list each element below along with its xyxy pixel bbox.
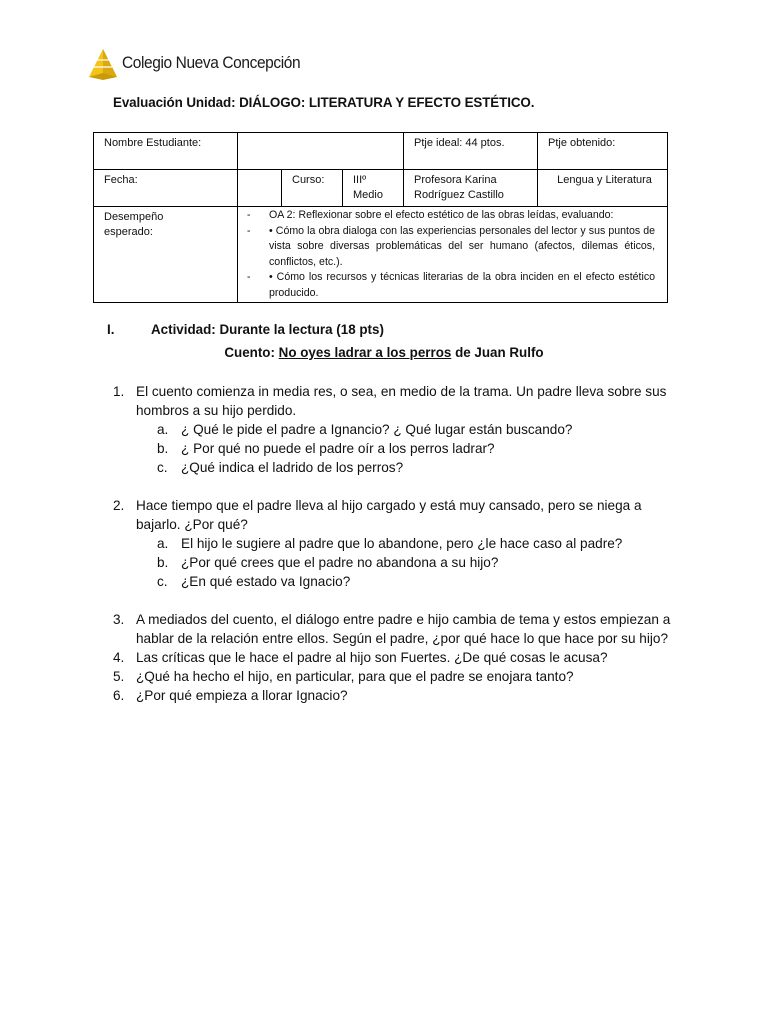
question-text: A mediados del cuento, el diálogo entre padre e hijo cambia de tema y estos empiezan a hablar de la relación entre ellos. Según el padre, ¿por qué hace lo que hace por su hijo? [136, 612, 671, 646]
question-text: Hace tiempo que el padre lleva al hijo cargado y está muy cansado, pero se niega a bajarlo. ¿Por qué? [136, 498, 642, 532]
subquestion-letter: a. [157, 422, 169, 437]
course-value [343, 170, 404, 207]
performance-label [94, 207, 238, 303]
course-value-line-1: IIIº [353, 174, 367, 186]
question-text: El cuento comienza in media res, o sea, en medio de la trama. Un padre lleva sobre sus hombros a su hijo perdido. [136, 384, 667, 418]
question-3 [113, 610, 679, 648]
pyramid-logo-icon [86, 47, 120, 81]
question-1 [113, 382, 679, 420]
story-author: de Juan Rulfo [451, 345, 544, 360]
subject: Lengua y Literatura [538, 170, 668, 207]
performance-description [238, 207, 668, 303]
story-prefix: Cuento: [224, 345, 279, 360]
question-number: 6. [113, 688, 125, 703]
question-text: ¿Por qué empieza a llorar Ignacio? [136, 688, 348, 703]
question-6 [113, 686, 679, 705]
question-text: ¿Qué ha hecho el hijo, en particular, para que el padre se enojara tanto? [136, 669, 574, 684]
question-number: 5. [113, 669, 125, 684]
course-label: Curso: [282, 170, 343, 207]
question-2a [113, 534, 679, 553]
student-name-field[interactable] [238, 133, 404, 170]
subquestion-letter: b. [157, 555, 169, 570]
teacher-line-2: Rodríguez Castillo [414, 189, 504, 201]
subquestion-text: ¿Por qué crees que el padre no abandona a su hijo? [181, 555, 499, 570]
subquestion-letter: c. [157, 574, 168, 589]
question-4 [113, 648, 679, 667]
question-1a [113, 420, 679, 439]
question-text: Las críticas que le hace el padre al hijo son Fuertes. ¿De qué cosas le acusa? [136, 650, 608, 665]
subquestion-letter: c. [157, 460, 168, 475]
course-value-line-2: Medio [353, 189, 383, 201]
obtained-score: Ptje obtenido: [538, 133, 668, 170]
story-title: No oyes ladrar a los perros [278, 345, 452, 360]
student-name-label: Nombre Estudiante: [94, 133, 238, 170]
subquestion-text: ¿Qué indica el ladrido de los perros? [181, 460, 404, 475]
section-number: I. [107, 322, 115, 337]
performance-item: - • Cómo los recursos y técnicas literarias de la obra inciden en el efecto estético producido. [244, 270, 655, 301]
subquestion-text: ¿ Por qué no puede el padre oír a los perros ladrar? [181, 441, 495, 456]
question-1b [113, 439, 679, 458]
performance-label-line-1: Desempeño [104, 211, 164, 223]
section-heading [107, 322, 384, 337]
teacher-line-1: Profesora Karina [414, 174, 497, 186]
subquestion-text: El hijo le sugiere al padre que lo abandone, pero ¿le hace caso al padre? [181, 536, 623, 551]
question-2 [113, 496, 679, 534]
student-info-table [93, 132, 668, 303]
question-number: 4. [113, 650, 125, 665]
subquestion-text: ¿ Qué le pide el padre a Ignancio? ¿ Qué lugar están buscando? [181, 422, 573, 437]
question-number: 3. [113, 612, 125, 627]
performance-label-line-2: esperado: [104, 226, 153, 238]
school-name: Colegio Nueva Concepción [122, 54, 301, 73]
subquestion-letter: a. [157, 536, 169, 551]
evaluation-title: Evaluación Unidad: DIÁLOGO: LITERATURA Y EFECTO ESTÉTICO. [113, 95, 535, 110]
question-1c [113, 458, 679, 477]
subquestion-letter: b. [157, 441, 169, 456]
date-label: Fecha: [94, 170, 238, 207]
ideal-score: Ptje ideal: 44 ptos. [404, 133, 538, 170]
section-title: Actividad: Durante la lectura (18 pts) [151, 322, 384, 337]
question-2b [113, 553, 679, 572]
question-number: 1. [113, 384, 125, 399]
performance-item: - • Cómo la obra dialoga con las experiencias personales del lector y sus puntos de vista sobre diversas problemáticas del ser humano (afectos, dilemas éticos, conflictos, etc.). [244, 224, 655, 271]
question-list [113, 382, 679, 705]
question-number: 2. [113, 498, 125, 513]
question-5 [113, 667, 679, 686]
date-field[interactable] [238, 170, 282, 207]
story-line [0, 345, 768, 360]
school-logo [86, 46, 300, 82]
question-2c [113, 572, 679, 591]
subquestion-text: ¿En qué estado va Ignacio? [181, 574, 351, 589]
teacher [404, 170, 538, 207]
performance-item: - OA 2: Reflexionar sobre el efecto estético de las obras leídas, evaluando: [244, 208, 655, 224]
